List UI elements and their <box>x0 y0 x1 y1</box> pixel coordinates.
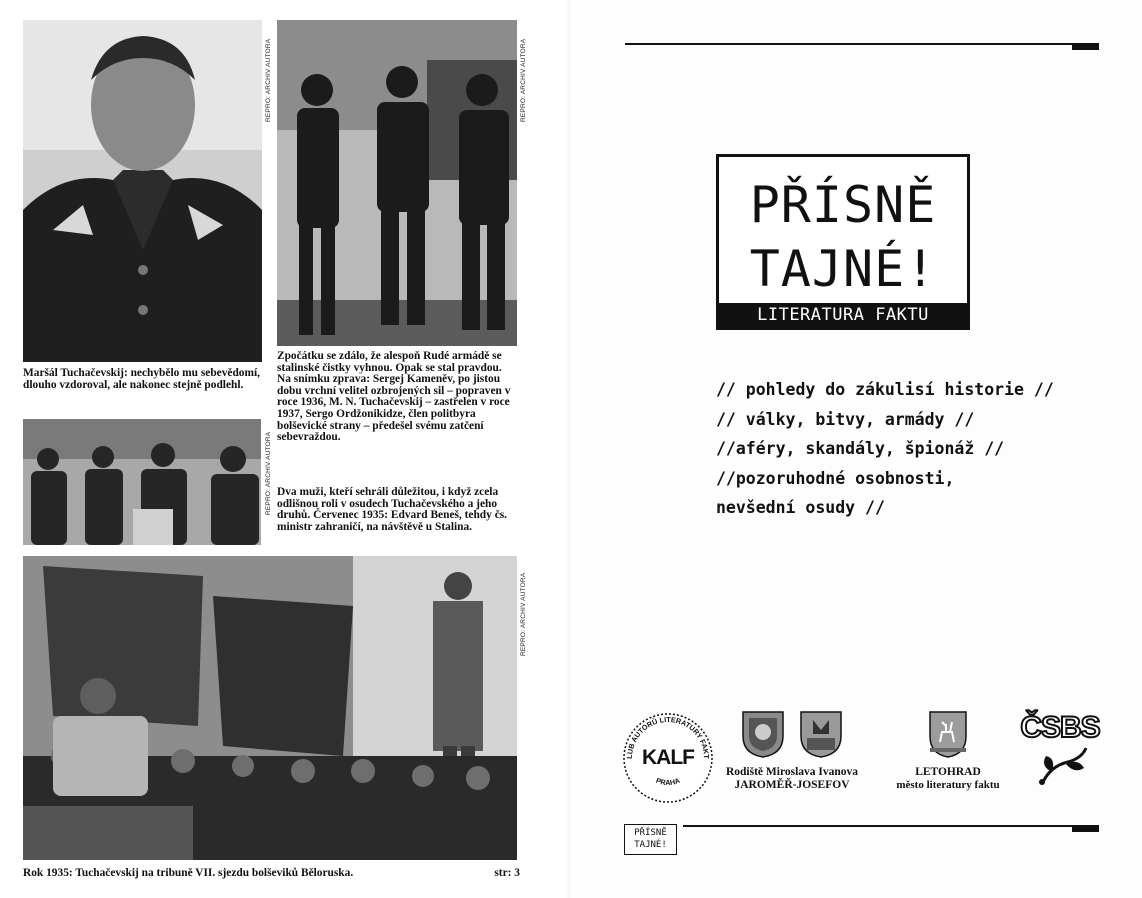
jaromer-line-1: Rodiště Miroslava Ivanova <box>725 766 859 778</box>
sponsor-jaromer <box>716 710 868 791</box>
two-men-image <box>23 419 261 545</box>
photo-credit: REPRO: ARCHIV AUTORA <box>265 38 272 122</box>
kalf-ring-top: LUB AUTORŮ LITERATURY FAKT <box>624 714 712 759</box>
kalf-ring-bottom: PRAHA <box>654 775 682 788</box>
topic-line: //pozoruhodné osobnosti, <box>716 468 955 488</box>
caption-tuchachevsky: Maršál Tuchačevskij: nechybělo mu sebevědomí, dlouho vzdoroval, ale nakonec stejně podlehl. <box>23 367 260 391</box>
josefov-coat-of-arms-icon <box>799 710 843 758</box>
csbs-name: ČSBS <box>1020 711 1100 744</box>
topic-line: // pohledy do zákulisí historie // <box>716 380 1054 399</box>
photo-credit: REPRO: ARCHIV AUTORA <box>520 38 527 122</box>
bottom-rule <box>683 825 1099 827</box>
jaromer-line-2: JAROMĚŘ-JOSEFOV <box>734 778 850 791</box>
three-men-image <box>277 20 517 346</box>
topic-line: //aféry, skandály, špionáž // <box>716 439 1005 458</box>
jaromer-coat-of-arms-icon <box>741 710 785 758</box>
mini-logo-line-1: PŘÍSNĚ <box>634 828 667 838</box>
sponsor-letohrad <box>878 710 1018 791</box>
mini-logo-line-2: TAJNÉ! <box>634 840 667 850</box>
page-number: str: 3 <box>494 867 520 879</box>
tribune-image <box>23 556 517 860</box>
mini-prisne-tajne-logo <box>624 824 677 855</box>
topic-line: nevšední osudy // <box>716 498 885 517</box>
photo-credit: REPRO: ARCHIV AUTORA <box>265 431 272 515</box>
topic-line: // války, bitvy, armády // <box>716 409 975 429</box>
logo-strip: LITERATURA FAKTU <box>719 303 967 327</box>
sponsor-kalf <box>620 710 716 806</box>
photo-three-men <box>277 20 517 346</box>
top-rule <box>625 43 1099 45</box>
kalf-name: KALF <box>642 746 694 769</box>
topics-list <box>716 375 1054 523</box>
csbs-linden-leaves-icon <box>1030 744 1090 788</box>
portrait-image <box>23 20 262 362</box>
photo-two-men <box>23 419 261 545</box>
bottom-rule-tab <box>1072 825 1099 832</box>
letohrad-line-1: LETOHRAD <box>915 766 981 778</box>
caption-two-men: Dva muži, kteří sehráli důležitou, i když zcela odlišnou roli v osudech Tuchačevského a jeho druhů. Červenec 1935: Edvard Beneš, tehdy čs. ministr zahraničí, na návštěvě u Stalina. <box>277 486 508 533</box>
letohrad-deer-coat-of-arms-icon <box>928 710 968 758</box>
logo-line-1: PŘÍSNĚ <box>749 176 937 234</box>
photo-credit: REPRO: ARCHIV AUTORA <box>520 572 527 656</box>
photo-tribune <box>23 556 517 860</box>
letohrad-line-2: město literatury faktu <box>896 778 1000 791</box>
photo-tuchachevsky-portrait <box>23 20 262 362</box>
left-page <box>0 0 570 898</box>
caption-tribune: Rok 1935: Tuchačevskij na tribuně VII. sjezdu bolševiků Běloruska. <box>23 867 354 879</box>
top-rule-tab <box>1072 43 1099 50</box>
sponsor-csbs <box>1018 712 1102 793</box>
prisne-tajne-logo <box>716 154 970 330</box>
caption-three-men: Zpočátku se zdálo, že alespoň Rudé armádě se stalinské čistky vyhnou. Opak se stal pravdou. Na snímku zprava: Sergej Kameněv, po jistou dobu vrchní velitel ozbrojených sil – popraven v roce 1936, M. N. Tuchačevskij – zastřelen v roce 1937, Sergo Ordžonikidze, člen politbyra bolševické strany – předešel svému zatčení sebevraždou. <box>277 350 511 444</box>
logo-line-2: TAJNÉ! <box>749 240 937 298</box>
